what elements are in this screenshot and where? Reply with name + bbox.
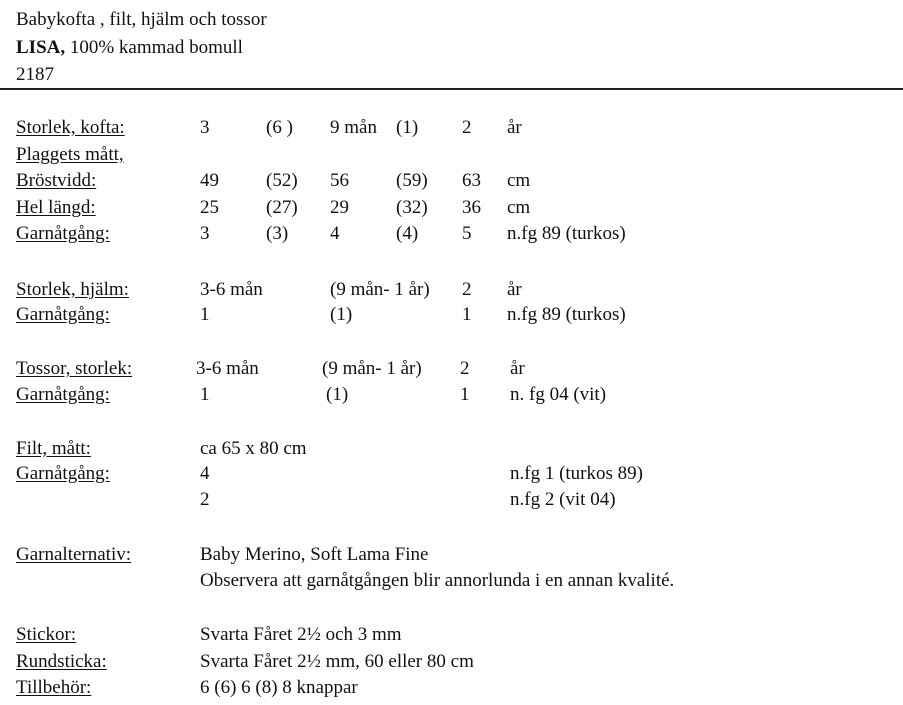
yarn-description: 100% kammad bomull: [65, 37, 243, 58]
tillbehor-label: Tillbehör:: [16, 677, 92, 698]
chest-1: 49: [200, 170, 219, 191]
kofta-yarn-4: (4): [396, 223, 419, 244]
chest-5: 63: [462, 170, 481, 191]
yarn-line: [16, 37, 243, 59]
hjalm-yarn-2: (1): [330, 304, 353, 325]
hjalm-yarn-color: n.fg 89 (turkos): [507, 304, 626, 325]
hjalm-size-unit: år: [507, 279, 522, 300]
hjalm-size-1: 3-6 mån: [200, 279, 263, 300]
hjalm-yarn-label: Garnåtgång:: [16, 304, 110, 325]
tossor-yarn-color: n. fg 04 (vit): [510, 384, 607, 405]
kofta-size-3: 9 mån: [330, 117, 377, 138]
kofta-size-1: 3: [200, 117, 210, 138]
tossor-size-2: (9 mån- 1 år): [322, 358, 422, 379]
kofta-yarn-1: 3: [200, 223, 210, 244]
pattern-number: 2187: [16, 64, 54, 85]
hjalm-size-2: (9 mån- 1 år): [330, 279, 430, 300]
rundsticka-value: Svarta Fåret 2½ mm, 60 eller 80 cm: [200, 651, 474, 672]
length-label: Hel längd:: [16, 197, 96, 218]
kofta-yarn-2: (3): [266, 223, 289, 244]
tossor-yarn-3: 1: [460, 384, 470, 405]
kofta-yarn-label: Garnåtgång:: [16, 223, 110, 244]
length-4: (32): [396, 197, 428, 218]
alternativ-value: Baby Merino, Soft Lama Fine: [200, 544, 429, 565]
length-2: (27): [266, 197, 298, 218]
kofta-yarn-3: 4: [330, 223, 340, 244]
tossor-size-label: Tossor, storlek:: [16, 358, 133, 379]
kofta-size-label: Storlek, kofta:: [16, 117, 125, 138]
stickor-label: Stickor:: [16, 624, 77, 645]
length-5: 36: [462, 197, 481, 218]
kofta-size-unit: år: [507, 117, 522, 138]
tossor-yarn-1: 1: [200, 384, 210, 405]
tossor-size-unit: år: [510, 358, 525, 379]
chest-2: (52): [266, 170, 298, 191]
kofta-size-2: (6 ): [266, 117, 293, 138]
measure-heading: Plaggets mått,: [16, 144, 124, 165]
length-3: 29: [330, 197, 349, 218]
tossor-size-1: 3-6 mån: [196, 358, 259, 379]
kofta-yarn-color: n.fg 89 (turkos): [507, 223, 626, 244]
kofta-yarn-5: 5: [462, 223, 472, 244]
header-divider: [0, 88, 903, 90]
tossor-yarn-2: (1): [326, 384, 349, 405]
filt-yarn-2-color: n.fg 2 (vit 04): [510, 489, 616, 510]
chest-unit: cm: [507, 170, 531, 191]
filt-yarn-label: Garnåtgång:: [16, 463, 110, 484]
length-unit: cm: [507, 197, 531, 218]
alternativ-note: Observera att garnåtgången blir annorlunda i en annan kvalité.: [200, 570, 675, 591]
tillbehor-value: 6 (6) 6 (8) 8 knappar: [200, 677, 358, 698]
filt-yarn-1-color: n.fg 1 (turkos 89): [510, 463, 643, 484]
rundsticka-label: Rundsticka:: [16, 651, 107, 672]
hjalm-size-3: 2: [462, 279, 472, 300]
chest-4: (59): [396, 170, 428, 191]
tossor-yarn-label: Garnåtgång:: [16, 384, 110, 405]
chest-3: 56: [330, 170, 349, 191]
hjalm-yarn-3: 1: [462, 304, 472, 325]
yarn-name: LISA,: [16, 37, 66, 58]
kofta-size-4: (1): [396, 117, 419, 138]
hjalm-yarn-1: 1: [200, 304, 210, 325]
length-1: 25: [200, 197, 219, 218]
hjalm-size-label: Storlek, hjälm:: [16, 279, 129, 300]
filt-yarn-1-qty: 4: [200, 463, 210, 484]
tossor-size-3: 2: [460, 358, 470, 379]
filt-size: ca 65 x 80 cm: [200, 438, 307, 459]
pattern-title: Babykofta , filt, hjälm och tossor: [16, 9, 267, 30]
alternativ-label: Garnalternativ:: [16, 544, 132, 565]
kofta-size-5: 2: [462, 117, 472, 138]
chest-label: Bröstvidd:: [16, 170, 97, 191]
filt-size-label: Filt, mått:: [16, 438, 91, 459]
stickor-value: Svarta Fåret 2½ och 3 mm: [200, 624, 402, 645]
filt-yarn-2-qty: 2: [200, 489, 210, 510]
